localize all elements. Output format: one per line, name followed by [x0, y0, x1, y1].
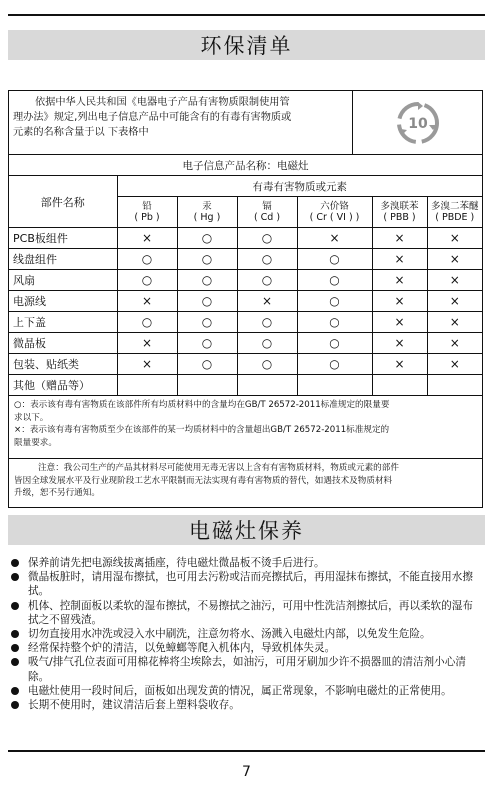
- substance-header-cell: [177, 197, 237, 228]
- content-mark-cell: ○: [237, 270, 297, 291]
- tip-text: 切勿直接用水冲洗或浸入水中刷洗，注意勿将水、汤溅入电磁灶内部，以免发生危险。: [28, 628, 431, 641]
- substance-symbol: ( Pb ): [134, 212, 160, 223]
- hazard-header-row: [9, 176, 482, 197]
- substance-header-cell: [372, 197, 427, 228]
- part-name-cell: 包装、贴纸类: [9, 354, 117, 375]
- substance-header-cell: [117, 197, 177, 228]
- substance-symbol: ( Cd ): [253, 212, 281, 223]
- content-mark-cell: [297, 375, 372, 396]
- content-mark-cell: ○: [117, 270, 177, 291]
- content-mark-cell: ○: [177, 312, 237, 333]
- content-mark-cell: ×: [427, 249, 482, 270]
- list-item: [10, 698, 482, 712]
- maintenance-tips-list: [10, 556, 482, 712]
- substance-symbol: ( PBDE ): [435, 212, 475, 223]
- section-title-text: 电磁灶保养: [189, 519, 304, 543]
- substance-header-cell: [297, 197, 372, 228]
- content-mark-cell: ○: [177, 270, 237, 291]
- list-item: [10, 641, 482, 655]
- content-mark-cell: ○: [297, 249, 372, 270]
- content-mark-cell: ○: [177, 228, 237, 249]
- bullet-icon: [11, 573, 19, 581]
- substance-header-cell: [237, 197, 297, 228]
- table-row: [9, 270, 482, 291]
- substance-name: 汞: [202, 201, 212, 212]
- tip-text: 经常保持整个炉的清洁，以免蟑螂等爬入机体内，导致机体失灵。: [28, 642, 336, 655]
- section-title-env-list: [8, 30, 485, 60]
- table-row: [9, 291, 482, 312]
- product-name-row: [9, 155, 482, 176]
- intro-text: [9, 91, 353, 155]
- content-mark-cell: ○: [177, 333, 237, 354]
- x-note-line-2: 限量要求。: [14, 437, 57, 448]
- substance-name: 铅: [142, 201, 152, 212]
- content-mark-cell: ×: [372, 270, 427, 291]
- part-name-cell: PCB板组件: [9, 228, 117, 249]
- content-mark-cell: ○: [177, 354, 237, 375]
- bullet-icon: [11, 559, 19, 567]
- list-item: [10, 684, 482, 698]
- section-title-maintenance: [8, 515, 485, 545]
- content-mark-cell: ○: [297, 333, 372, 354]
- content-mark-cell: ×: [372, 291, 427, 312]
- bullet-icon: [11, 630, 19, 638]
- part-name-cell: 上下盖: [9, 312, 117, 333]
- content-mark-cell: ×: [117, 291, 177, 312]
- substance-symbol: ( PBB ): [383, 212, 416, 223]
- content-mark-cell: ○: [297, 312, 372, 333]
- top-rule: [8, 14, 485, 16]
- environment-protection-logo: [353, 91, 482, 155]
- content-mark-cell: ×: [117, 354, 177, 375]
- content-mark-cell: [237, 375, 297, 396]
- list-item: [10, 570, 482, 598]
- bullet-icon: [11, 687, 19, 695]
- notice-line-2: 皆因全球发展水平及行业现阶段工艺水平限制而无法实现有毒有害物质的替代，如遇技术及物质材料: [14, 475, 393, 486]
- content-mark-cell: ×: [427, 354, 482, 375]
- table-row: [9, 228, 482, 249]
- intro-line-2: 理办法》规定,列出电子信息产品中可能含有的有毒有害物质或: [13, 112, 292, 123]
- content-mark-cell: ○: [177, 249, 237, 270]
- content-mark-cell: ×: [237, 291, 297, 312]
- part-name-cell: 微晶板: [9, 333, 117, 354]
- tip-text: 电磁灶使用一段时间后，面板如出现发黄的情况，属正常现象，不影响电磁灶的正常使用。: [28, 684, 452, 697]
- content-mark-cell: ○: [237, 354, 297, 375]
- product-name-cell: 电子信息产品名称：电磁灶: [9, 155, 482, 176]
- tip-text: 保养前请先把电源线拔离插座，待电磁灶微晶板不烫手后进行。: [28, 557, 325, 569]
- recycle-period-icon: [396, 101, 440, 145]
- o-note-line-2: 求以下。: [14, 412, 49, 423]
- table-row: [9, 249, 482, 270]
- hazard-header: 有毒有害物质或元素: [117, 176, 482, 197]
- content-mark-cell: ○: [237, 333, 297, 354]
- substance-name: 多溴二苯醚: [430, 201, 479, 212]
- content-mark-cell: ×: [372, 228, 427, 249]
- part-name-header: 部件名称: [9, 176, 117, 228]
- table-row: [9, 354, 482, 375]
- content-mark-cell: ×: [297, 228, 372, 249]
- content-mark-cell: ○: [297, 270, 372, 291]
- content-mark-cell: ×: [427, 228, 482, 249]
- substance-name: 多溴联苯: [380, 201, 419, 212]
- footer-rule: [8, 750, 485, 752]
- list-item: [10, 627, 482, 641]
- part-name-cell: 其他（赠品等）: [9, 375, 117, 396]
- hazard-substance-panel: [8, 90, 483, 508]
- substance-header-cell: [427, 197, 482, 228]
- x-note-line-1: ×：表示该有毒有害物质至少在该部件的某一均质材料中的含量超出GB/T 26572-2011标准规定的: [14, 425, 390, 435]
- substance-table: [9, 155, 482, 396]
- content-mark-cell: ×: [372, 354, 427, 375]
- intro-line-1: 依据中华人民共和国《电器电子产品有害物质限制使用管: [35, 97, 290, 108]
- bullet-icon: [11, 658, 19, 666]
- bullet-icon: [11, 602, 19, 610]
- logo-number: 10: [407, 115, 428, 132]
- substance-symbol: ( Cr ( VI ) ): [309, 212, 360, 223]
- content-mark-cell: ○: [117, 249, 177, 270]
- content-mark-cell: ○: [297, 291, 372, 312]
- notice-line-3: 升级，恕不另行通知。: [14, 488, 100, 498]
- tip-text: 长期不使用时，建议清洁后套上塑料袋收存。: [28, 699, 240, 712]
- substance-symbol: ( Hg ): [193, 212, 221, 223]
- content-mark-cell: ○: [237, 228, 297, 249]
- content-mark-cell: ○: [177, 291, 237, 312]
- content-mark-cell: ×: [427, 312, 482, 333]
- substance-name: 镉: [262, 201, 272, 212]
- section-title-text: 环保清单: [200, 34, 293, 58]
- table-row: [9, 333, 482, 354]
- bullet-icon: [11, 644, 19, 652]
- notes-block: [9, 395, 482, 459]
- content-mark-cell: ×: [427, 270, 482, 291]
- table-row: [9, 312, 482, 333]
- content-mark-cell: ×: [372, 333, 427, 354]
- bullet-icon: [11, 701, 19, 709]
- substance-name: 六价铬: [320, 201, 349, 212]
- content-mark-cell: [177, 375, 237, 396]
- o-note-line-1: ○：表示该有毒有害物质在该部件所有均质材料中的含量均在GB/T 26572-2011标准规定的限量要: [14, 400, 390, 410]
- content-mark-cell: ×: [372, 249, 427, 270]
- content-mark-cell: ○: [237, 249, 297, 270]
- part-name-cell: 风扇: [9, 270, 117, 291]
- list-item: [10, 655, 482, 683]
- tip-text: 微晶板脏时，请用湿布擦拭，也可用去污粉或洁而亮擦拭后，再用湿抹布擦拭，不能直接用水擦拭。: [28, 571, 473, 598]
- part-name-cell: 线盘组件: [9, 249, 117, 270]
- tip-text: 吸气/排气孔位表面可用棉花棒将尘埃除去，如油污，可用牙刷加少许不损器皿的清洁剂小心清除。: [28, 656, 466, 683]
- page-number: 7: [242, 764, 251, 780]
- list-item: [10, 556, 482, 570]
- content-mark-cell: ×: [117, 333, 177, 354]
- content-mark-cell: [427, 375, 482, 396]
- content-mark-cell: ×: [372, 312, 427, 333]
- table-row: [9, 375, 482, 396]
- list-item: [10, 599, 482, 627]
- content-mark-cell: [117, 375, 177, 396]
- content-mark-cell: ×: [117, 228, 177, 249]
- notice-block: [9, 459, 482, 500]
- content-mark-cell: ○: [237, 312, 297, 333]
- content-mark-cell: ○: [117, 312, 177, 333]
- notice-line-1: 注意：我公司生产的产品其材料尽可能使用无毒无害以上含有有害物质材料，物质或元素的部件: [38, 463, 399, 473]
- part-name-cell: 电源线: [9, 291, 117, 312]
- content-mark-cell: [372, 375, 427, 396]
- content-mark-cell: ×: [427, 291, 482, 312]
- tip-text: 机体、控制面板以柔软的湿布擦拭，不易擦拭之油污，可用中性洗洁剂擦拭后，再以柔软的湿布拭之不留残渣。: [28, 599, 473, 626]
- content-mark-cell: ○: [297, 354, 372, 375]
- content-mark-cell: ×: [427, 333, 482, 354]
- intro-line-3: 元素的名称含量于以 下表格中: [13, 127, 149, 138]
